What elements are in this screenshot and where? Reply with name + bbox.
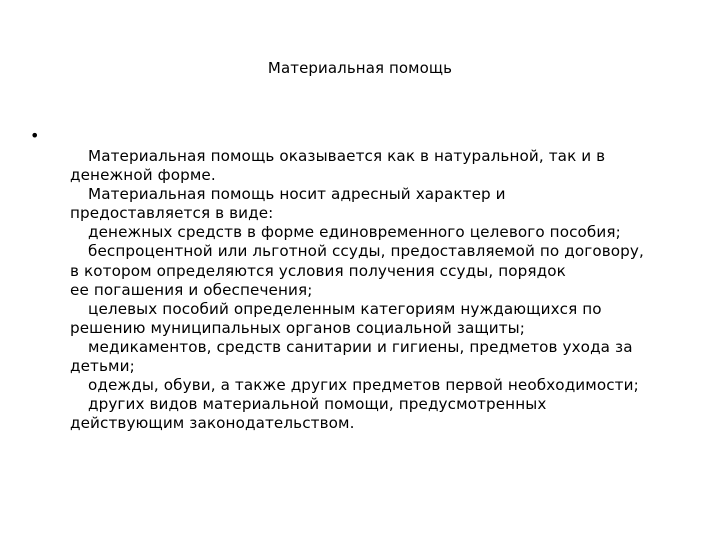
body-line: Материальная помощь носит адресный характер и [88, 185, 506, 204]
bullet-icon: • [30, 126, 40, 145]
body-line: денежных средств в форме единовременного целевого пособия; [88, 223, 621, 242]
body-line: Материальная помощь оказывается как в натуральной, так и в [88, 147, 606, 165]
body-line: ее погашения и обеспечения; [70, 280, 313, 299]
body-line: других видов материальной помощи, предусмотренных [88, 395, 547, 414]
body-line: одежды, обуви, а также других предметов первой необходимости; [88, 376, 639, 395]
body-line: действующим законодательством. [70, 414, 355, 433]
body-line: предоставляется в виде: [70, 204, 274, 223]
body-line: целевых пособий определенным категориям нуждающихся по [88, 299, 602, 318]
slide-title: Материальная помощь [267, 59, 453, 77]
body-line: медикаментов, средств санитарии и гигиены, предметов ухода за [88, 337, 633, 356]
body-line: денежной форме. [70, 166, 216, 185]
body-line: беспроцентной или льготной ссуды, предоставляемой по договору, [88, 242, 644, 261]
body-line: детьми; [70, 357, 135, 376]
slide-body-text [70, 147, 695, 433]
body-line: решению муниципальных органов социальной защиты; [70, 318, 525, 337]
body-line: в котором определяются условия получения ссуды, порядок [70, 261, 566, 280]
